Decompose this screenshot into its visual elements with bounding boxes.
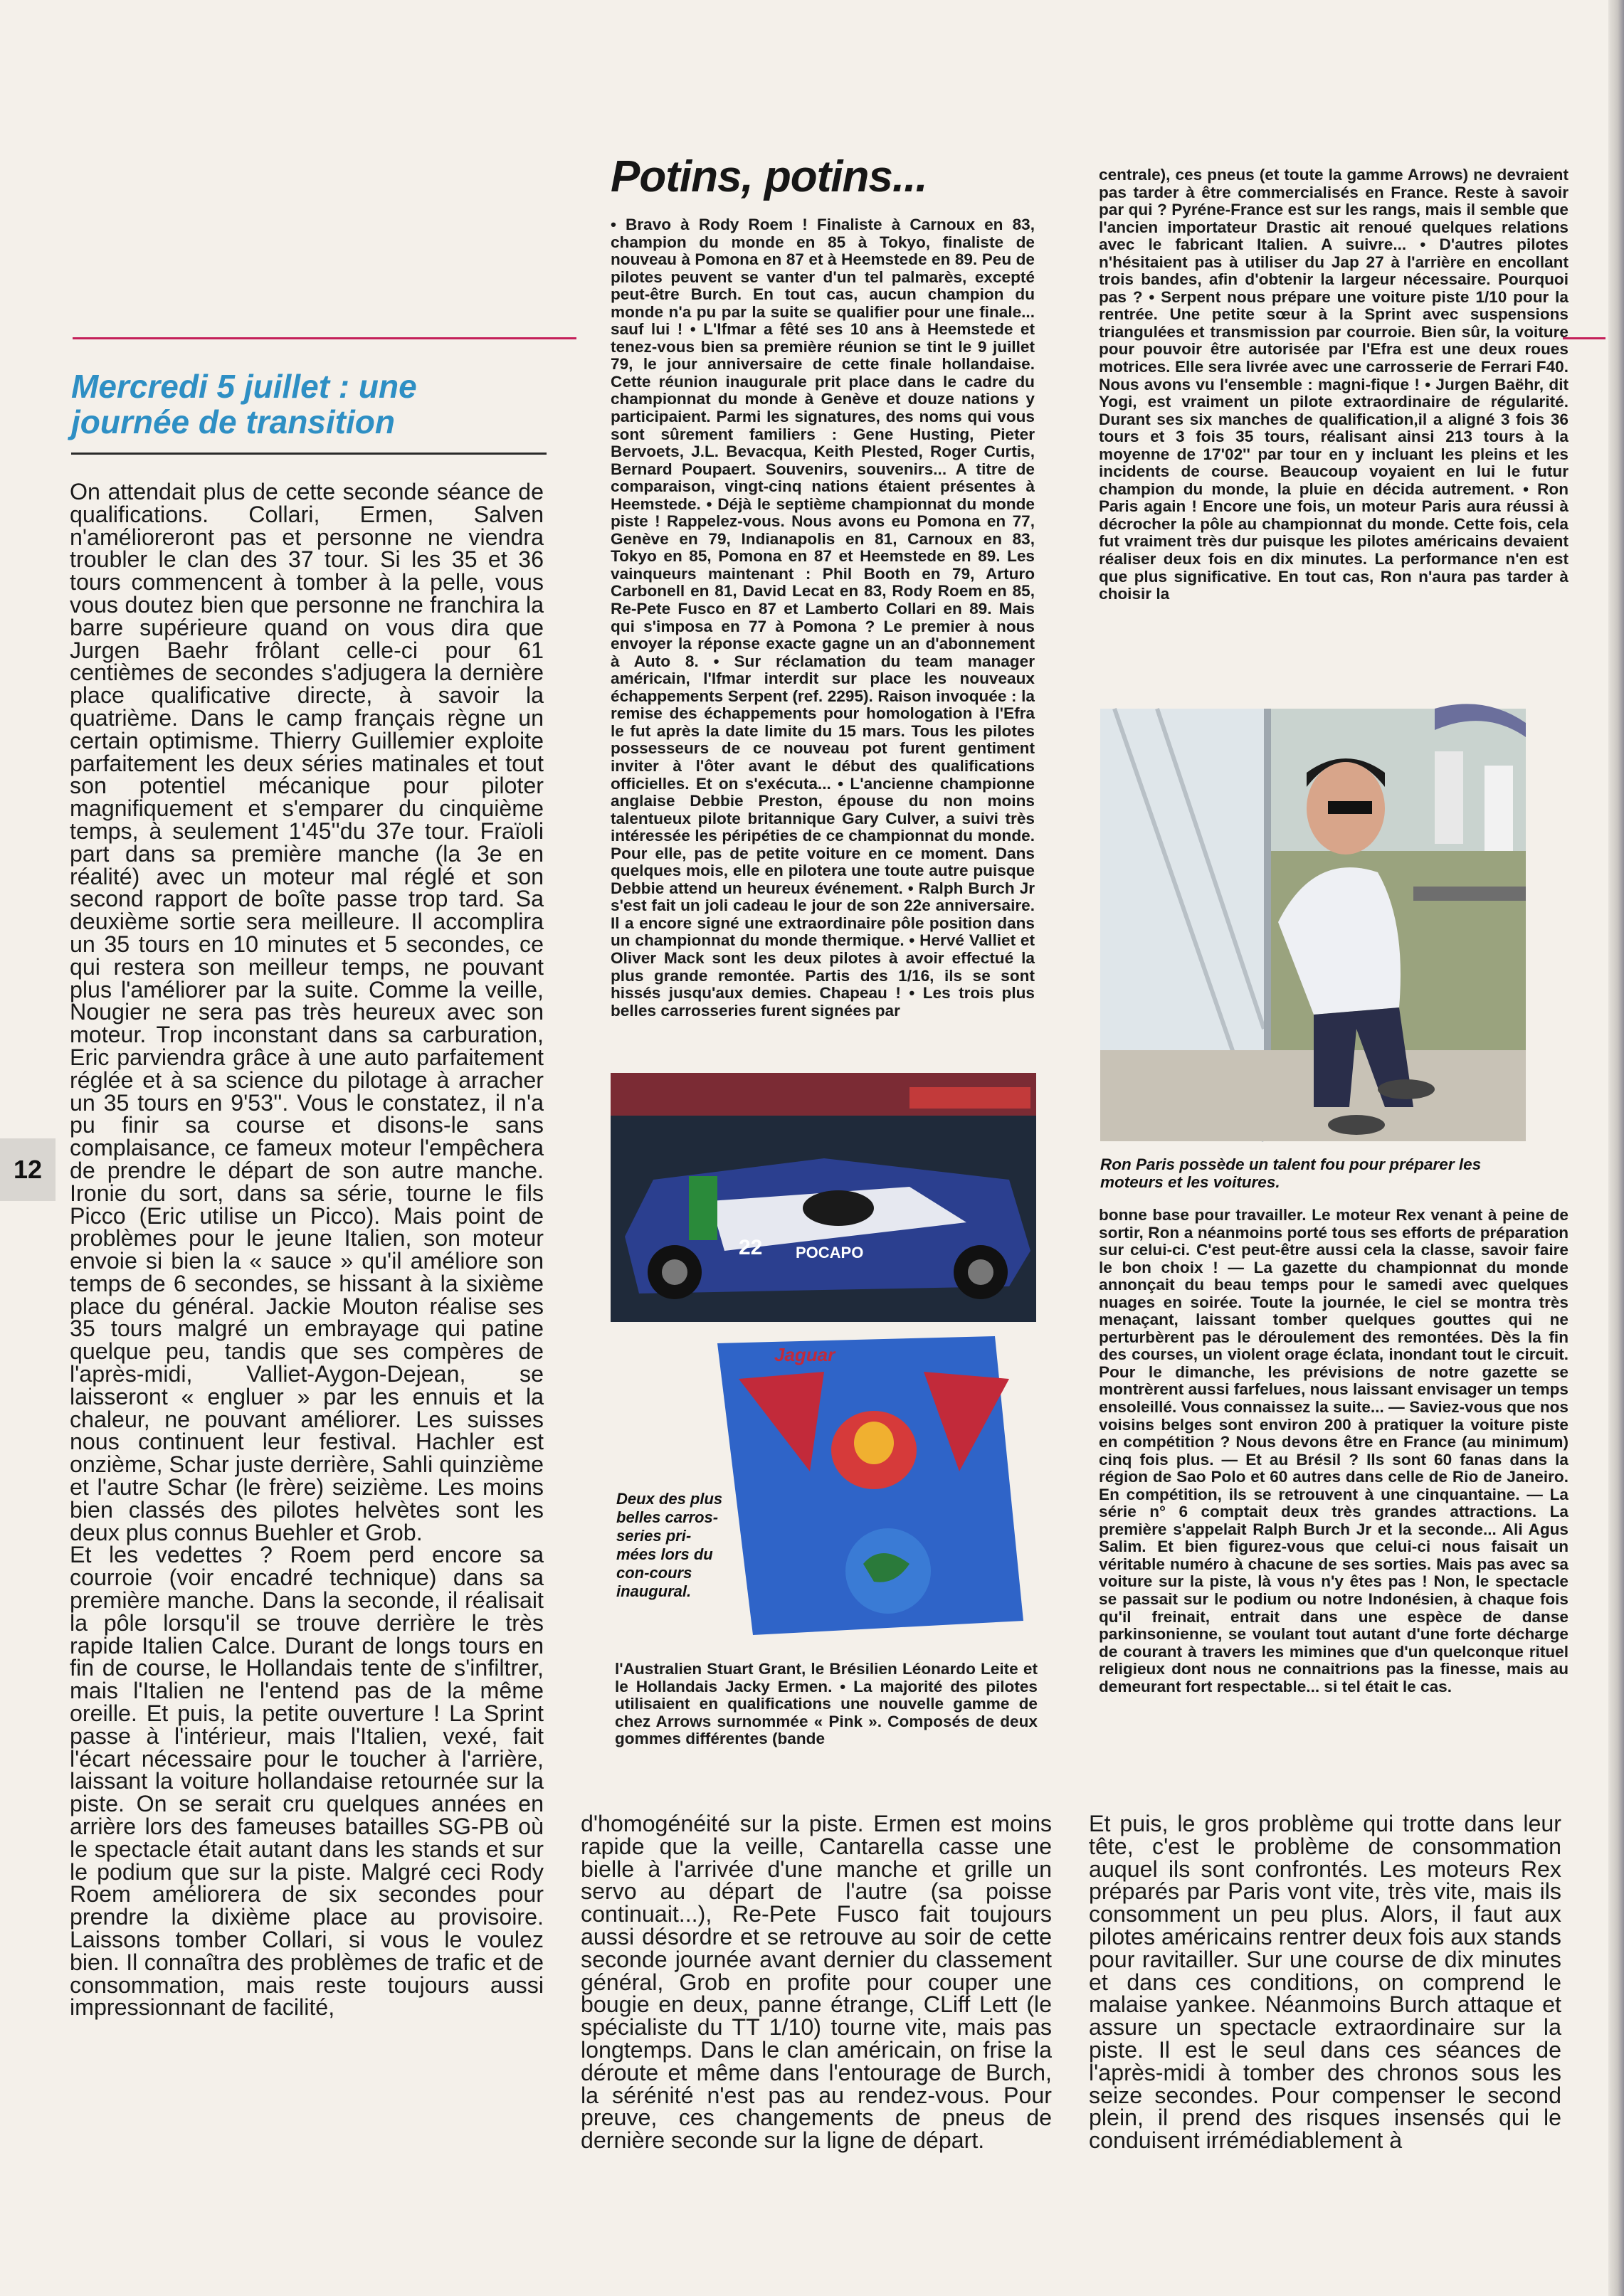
article-left-column [70,479,544,2021]
car1-number: 22 [739,1236,763,1259]
potins-column-1 [611,216,1035,1039]
potins-column-1-bottom [615,1661,1038,1753]
ron-paris-caption: Ron Paris possède un talent fou pour préparer les moteurs et les voitures. [1100,1155,1482,1191]
page-binding-edge [1608,0,1624,2296]
car2-brand: Jaguar [774,1344,835,1365]
potins-column-2-bottom [1099,1207,1568,1755]
article-bottom-middle-column [581,1811,1052,2154]
article-bottom-middle-text: d'homogénéité sur la piste. Ermen est moins rapide que la veille, Cantarella casse une bielle à l'arrivée d'une manche et grille un servo au départ de l'autre (sa poisse continuait...), Re-Pete Fusco fait toujours aussi désordre et se retrouve au soir de cette seconde journée avant dernier du classement général, Grob en profite pour couper une bougie en deux, panne étrange, CLiff Lett (le spécialiste du TT 1/10) tourne vite, mais pas longtemps. Dans le clan américain, on frise la déroute et même dans l'entourage de Burch, la sérénité n'est pas au rendez-vous. Pour preuve, ces changements de pneus de dernière seconde sur la ligne de départ. [581,1811,1052,2154]
potins-title: Potins, potins... [611,152,927,201]
section-divider [73,337,576,339]
potins-col1-bottom-text: l'Australien Stuart Grant, le Brésilien Léonardo Leite et le Hollandais Jacky Ermen. • La majorité des pilotes utilisaient en qualifications une nouvelle gamme de chez Arrows surnommée « Pink ». Composés de deux gommes différentes (bande [615,1660,1038,1748]
cars-photo-caption: Deux des plus belles carros-series pri-mées lors du con-cours inaugural. [616,1490,723,1600]
car1-sponsor: POCAPO [796,1244,864,1261]
potins-col2-text: centrale), ces pneus (et toute la gamme Arrows) ne devraient pas tarder à être commercialisés en France. Reste à savoir par qui ? Pyréne-France est sur les rangs, mais il semble que l'ancien importateur Drastic ait renoué quelques relations avec le fabricant Italien. A suivre... • D'autres pilotes n'hésitaient pas à utiliser du Jap 27 à l'arrière en encollant trois bandes, afin d'obtenir la largeur nécessaire. Pourquoi pas ? • Serpent nous prépare une voiture piste 1/10 pour la rentrée. Une petite sœur à la Sprint avec suspensions triangulées et transmission par courroie. Bien sûr, la voiture pour pouvoir être autorisée par l'Efra est une deux roues motrices. Elle sera livrée avec une carrosserie de Ferrari F40. Nous avons vu l'ensemble : magni-fique ! • Jurgen Baëhr, dit Yogi, est vraiment un pilote extraordinaire de régularité. Durant ses six manches de qualification,il a aligné 3 fois 36 tours et 3 fois 35 tours, réalisant ainsi 213 tours à la moyenne de 17'02'' par tour en y incluant les pleins et les incidents de course. Beaucoup voyaient en lui le futur champion du monde, la pluie en décida autrement. • Ron Paris again ! Encore une fois, un moteur Paris aura réussi à décrocher la pôle au championnat du monde. Cette fois, cela fut vraiment très dur puisque les pilotes américains devaient réaliser deux fois en dix minutes. La performance n'en est que plus significative. En tout cas, Ron n'aura pas tarder à choisir la [1099,166,1568,603]
potins-column-2 [1099,166,1568,673]
ron-paris-illustration [1100,709,1526,1141]
section-headline: Mercredi 5 juillet : une journée de transition [71,368,417,440]
section-divider-right [1563,337,1605,339]
headline-underline [71,453,547,455]
potins-col1-text: • Bravo à Rody Roem ! Finaliste à Carnoux en 83, champion du monde en 85 à Tokyo, finaliste de nouveau à Pomona en 87 et à Heemstede en 89. Peu de pilotes peuvent se vanter d'un tel palmarès, excepté peut-être Burch. En tout cas, aucun champion du monde n'a pu par la suite se qualifier pour une finale... sauf lui ! • L'Ifmar a fêté ses 10 ans à Heemstede et tenez-vous bien sa première réunion se tint le 9 juillet 79, le jour anniversaire de cette finale hollandaise. Cette réunion inaugurale prit place dans le cadre du championnat du monde à Genève et douze nations y participaient. Parmi les signatures, des noms qui vous sont sûrement familiers : Gene Husting, Pieter Bervoets, J.L. Bevacqua, Keith Plested, Roger Curtis, Bernard Poupaert. Souvenirs, souvenirs... A titre de comparaison, vingt-cinq nations étaient présentes à Heemstede. • Déjà le septième championnat du monde piste ! Rappelez-vous. Nous avons eu Pomona en 77, Genève en 79, Indianapolis en 81, Carnoux en 83, Tokyo en 85, Pomona en 87 et Heemstede en 89. Les vainqueurs maintenant : Phil Booth en 79, Arturo Carbonell en 81, David Lecat en 83, Rody Roem en 85, Re-Pete Fusco en 87 et Lamberto Collari en 89. Mais qui s'imposa en 77 à Pomona ? Le premier à nous envoyer la réponse exacte gagne un an d'abonnement à Auto 8. • Sur réclamation du team manager américain, l'Ifmar interdit sur place les nouveaux échappements Serpent (ref. 2295). Raison invoquée : la remise des échappements pour homologation à l'Efra le fut après la date limite du 15 mars. Tous les pilotes possesseurs de ce nouveau pot furent gentiment inviter à l'ôter avant le début des qualifications officielles. Et on s'exécuta... • L'ancienne championne anglaise Debbie Preston, épouse du non moins talentueux pilote britannique Gary Culver, a suivi très intéressée les péripéties de ce championnat du monde. Pour elle, pas de petite voiture en ce moment. Dans quelques mois, elle en pilotera une toute autre puisque Debbie attend un heureux événement. • Ralph Burch Jr s'est fait un joli cadeau le jour de son 22e anniversaire. Il a encore signé une extraordinaire pôle position dans un championnat du monde thermique. • Hervé Valliet et Oliver Mack sont les deux pilotes à avoir effectué la plus grande remontée. Partis des 1/16, ils se sont hissés jusqu'aux demies. Chapeau ! • Les trois plus belles carrosseries furent signées par [611,216,1035,1020]
potins-col2-bottom-text: bonne base pour travailler. Le moteur Rex venant à peine de sortir, Ron a néanmoins porté tous ses efforts de préparation sur celui-ci. C'est peut-être aussi cela la classe, savoir faire le bon choix ! — La gazette du championnat du monde annonçait du beau temps pour le samedi avec quelques nuages en soirée. Toute la journée, le ciel se montra très menaçant, laissant tomber quelques gouttes qui ne perturbèrent pas le déroulement des remontées. Dès la fin des courses, un violent orage éclata, inondant tout le circuit. Pour le dimanche, les prévisions de notre gazette se montrèrent aussi farfelues, nous laissant envisager un temps ensoleillé. Vous connaissez la suite... — Saviez-vous que nos voisins belges sont environ 200 à pratiquer la voiture piste en compétition ? Nous devons être en France (au minimum) cinq fois plus. — Et au Brésil ? Ils sont 60 fanas dans la région de Sao Polo et 60 autres dans celle de Rio de Janeiro. En compétition, ils se retrouvent à une cinquantaine. — La série n° 6 comptait deux très grandes attractions. La première s'appelait Ralph Burch Jr et la seconde... Ali Agus Salim. Et bien figurez-vous que celui-ci nous faisait un véritable numéro à chacune de ses sorties. Mais pas avec sa voiture sur la piste, là vous n'y êtes pas ! Non, le spectacle se passait sur le podium ou notre Indonésien, à chaque fois qu'il freinait, entrait dans une espèce de danse parkinsonienne, se voulant tout autant d'une forte décharge de courant à travers les mimines que d'un quelconque rituel religieux dont nous ne connaitrions pas la finesse, mais au demeurant fort respectable... si tel était le cas. [1099,1206,1568,1695]
article-bottom-right-text: Et puis, le gros problème qui trotte dans leur tête, c'est le problème de consommation auquel ils sont confrontés. Les moteurs Rex préparés par Paris vont vite, très vite, mais ils consomment un peu plus. Alors, il faut aux pilotes américains rentrer deux fois aux stands pour ravitailler. Sur une course de dix minutes et dans ces conditions, on comprend le malaise yankee. Néanmoins Burch attaque et assure un spectacle extraordinaire sur la piste. Il est le seul dans ces séances de l'après-midi à tomber des chronos sous les seize secondes. Pour compenser le second plein, il prend des risques insensés qui le conduisent irrémédiablement à [1089,1811,1561,2154]
article-paragraph-1: On attendait plus de cette seconde séance de qualifications. Collari, Ermen, Salven n'amélioreront pas et personne ne viendra troubler le clan des 37 tour. Si les 35 et 36 tours commencent à tomber à la pelle, vous vous doutez bien que personne ne franchira la barre supérieure quand on vous dira que Jurgen Baehr frôlant celle-ci pour 61 centièmes de secondes s'adjugera la dernière place qualificative directe, à savoir la quatrième. Dans le camp français règne un certain optimisme. Thierry Guillemier exploite parfaitement les deux séries matinales et tout son potentiel mécanique pour piloter magnifiquement et s'emparer du cinquième temps, à seulement 1'45''du 37e tour. Fraïoli part dans sa première manche (la 3e en réalité) avec un moteur mal réglé et son second rapport de boîte passe trop tard. Sa deuxième sortie sera meilleure. Il accomplira un 35 tours en 10 minutes et 5 secondes, ce qui restera son meilleur temps, ne pouvant plus l'améliorer par la suite. Comme la veille, Nougier ne sera pas très heureux avec son moteur. Trop inconstant dans sa carburation, Eric parviendra grâce à une auto parfaitement réglée et à sa science du pilotage à arracher un 35 tours en 9'53''. Vous le constatez, il n'a pu finir sa course et disons-le sans complaisance, ce fameux moteur l'empêchera de prendre le départ de son autre manche. Ironie du sort, dans sa série, tourne le fils Picco (Eric utilise un Picco). Mais point de problèmes pour le jeune Italien, son moteur envoie si bien la « sauce » qu'il améliore son temps de 6 secondes, se hissant à la sixième place du général. Jackie Mouton réalise ses 35 tours malgré un embrayage qui patine quelque peu, tandis que ses compères de l'après-midi, Valliet-Aygon-Dejean, se laisseront « engluer » par les ennuis et la chaleur, ne pouvant améliorer. Les suisses nous continuent leur festival. Hachler est onzième, Schar juste derrière, Sahli quinzième et l'autre Schar (le frère) seizième. Les moins bien classés des pilotes helvètes sont les deux plus connus Buehler et Grob. [70,479,544,1545]
article-paragraph-2: Et les vedettes ? Roem perd encore sa courroie (voir encadré technique) dans sa première manche. Dans la seconde, il réalisait la pôle lorsqu'il se trouve derrière le très rapide Italien Calce. Durant de longs tours en fin de course, le Hollandais tente de s'infiltrer, mais l'Italien ne l'entend pas de la même oreille. Et puis, la petite ouverture ! La Sprint passe à l'intérieur, mais l'Italien, vexé, fait l'écart nécessaire pour le toucher à l'arrière, laissant la voiture hollandaise retournée sur la piste. On se serait cru quelques années en arrière lors des fameuses batailles SG-PB où le spectacle était autant dans les stands et sur le podium que sur la piste. Malgré ceci Rody Roem améliorera de six secondes pour prendre la dixième place au provisoire. Laissons tomber Collari, si vous le voulez bien. Il connaîtra des problèmes de trafic et de consommation, mais reste toujours aussi impressionnant de facilité, [70,1542,544,2021]
page-number: 12 [0,1138,56,1201]
article-bottom-right-column [1089,1811,1561,2154]
ron-paris-photo [1100,709,1526,1141]
